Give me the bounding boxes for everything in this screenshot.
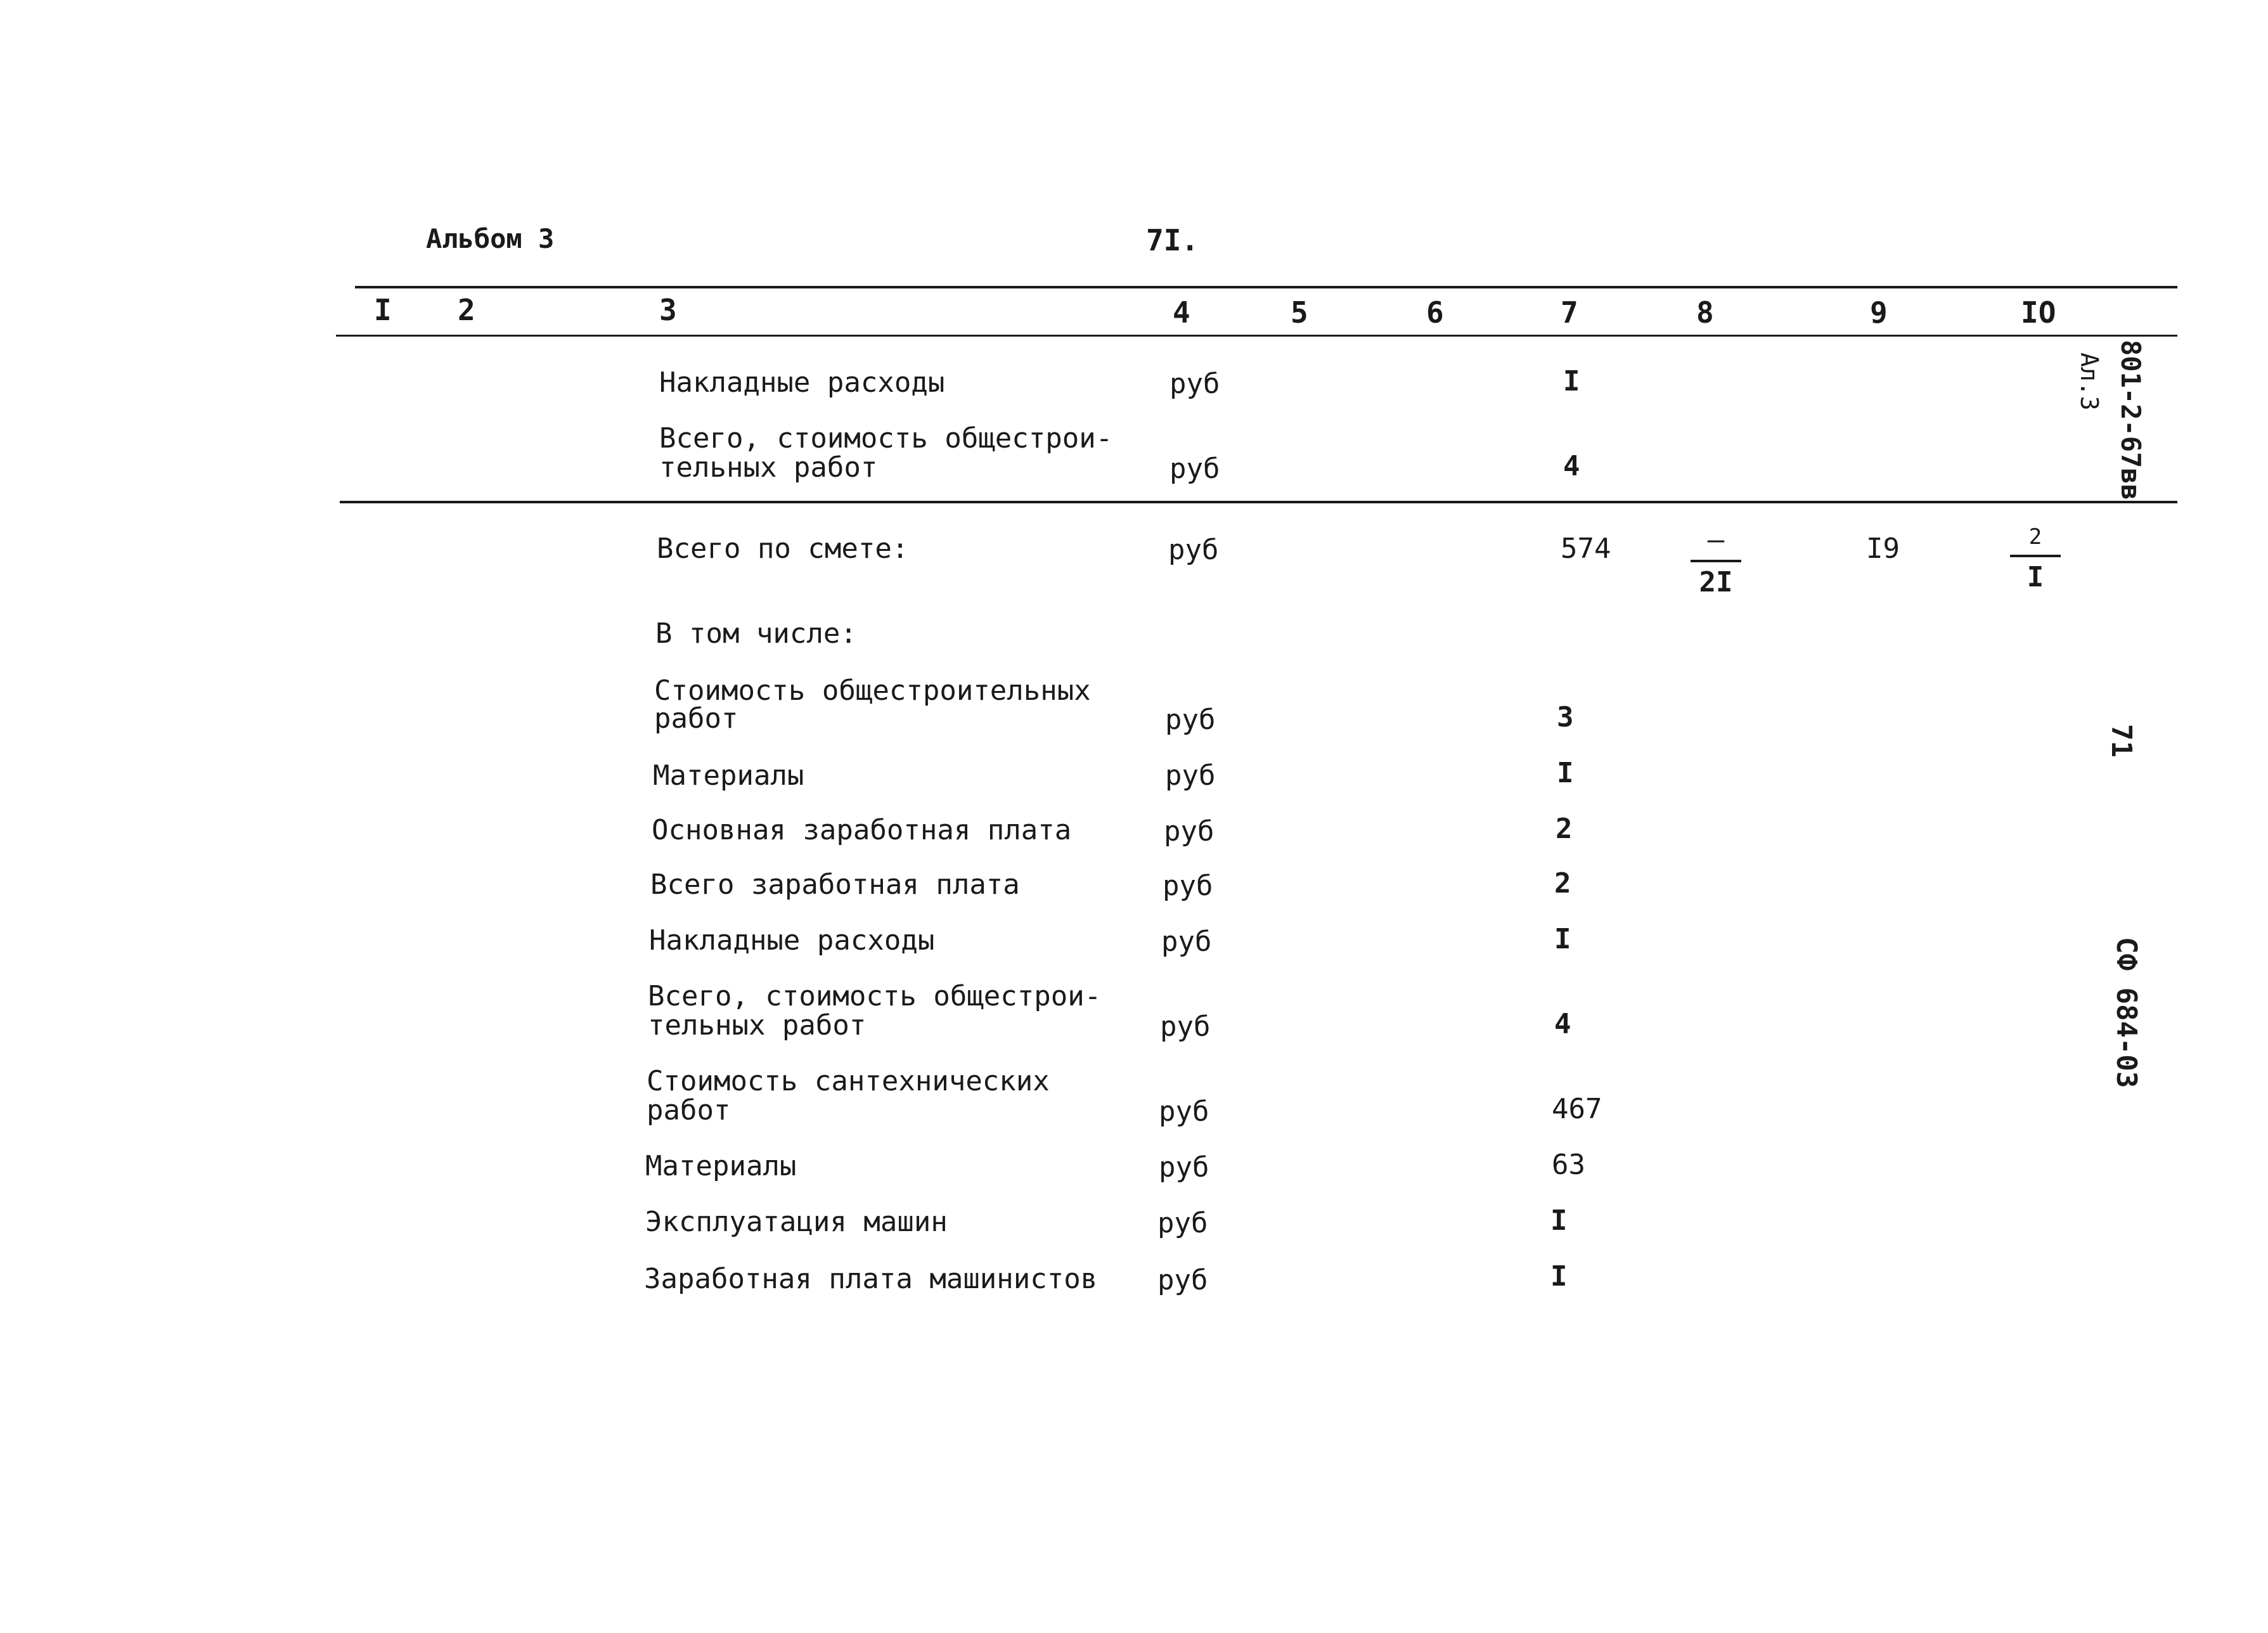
column-number: 7 <box>1561 295 1578 330</box>
column-number: 3 <box>659 293 677 327</box>
row-name: Материалы <box>645 1150 797 1182</box>
stamp-project-number: 801-2-67вв <box>2115 340 2146 500</box>
row-value: I <box>1557 757 1574 789</box>
column-number: IO <box>2021 295 2056 330</box>
row-name: Накладные расходы <box>649 924 935 957</box>
fraction-numerator: – <box>1707 524 1725 556</box>
column-number: 8 <box>1696 295 1714 330</box>
row-value: 3 <box>1557 701 1574 733</box>
row-value: I <box>1550 1204 1568 1237</box>
column-number: 4 <box>1173 295 1190 330</box>
column-number: 5 <box>1291 295 1308 330</box>
row-value: 2 <box>1556 813 1573 845</box>
row-unit: руб <box>1169 368 1220 400</box>
row-name: Эксплуатация машин <box>645 1206 948 1238</box>
row-unit: руб <box>1159 1151 1209 1184</box>
row-unit: руб <box>1160 1010 1211 1043</box>
column-number: 9 <box>1870 295 1888 330</box>
row-unit: руб <box>1159 1095 1209 1128</box>
row-unit: руб <box>1163 870 1213 902</box>
stamp-code: СФ 684-03 <box>2110 937 2142 1088</box>
row-name: Стоимость общестроительных <box>654 674 1091 707</box>
top-rule <box>355 286 2177 288</box>
row-name-continued: работ <box>647 1094 731 1126</box>
row-name: Всего заработная плата <box>650 868 1020 901</box>
row-unit: руб <box>1157 1207 1208 1239</box>
row-name: Всего, стоимость общестрои- <box>648 980 1102 1012</box>
row-unit: руб <box>1165 759 1216 792</box>
row-value: I <box>1550 1260 1568 1293</box>
row-unit: руб <box>1169 453 1220 485</box>
row-value: I <box>1563 365 1580 397</box>
row-value: I <box>1554 923 1571 955</box>
row-value: 4 <box>1563 450 1580 482</box>
fraction-denominator: I <box>2026 561 2044 593</box>
stamp-page: 71 <box>2105 724 2137 758</box>
row-name: Всего, стоимость общестрои- <box>659 422 1113 455</box>
row-unit: руб <box>1165 704 1216 736</box>
total-label: Всего по смете: <box>657 532 909 565</box>
column-number: 2 <box>458 293 475 327</box>
row-unit: руб <box>1157 1264 1208 1296</box>
row-name: Заработная плата машинистов <box>644 1263 1098 1295</box>
album-label: Альбом 3 <box>426 223 555 254</box>
total-unit: руб <box>1168 534 1219 566</box>
row-name: Стоимость сантехнических <box>647 1065 1050 1097</box>
column-number: 6 <box>1426 295 1444 330</box>
column-number: I <box>374 293 392 327</box>
total-col9: I9 <box>1866 532 1900 565</box>
row-unit: руб <box>1161 926 1212 958</box>
row-name-continued: работ <box>654 702 738 735</box>
including-label: В том числе: <box>655 617 857 650</box>
fraction-numerator: 2 <box>2028 524 2042 550</box>
row-value: 63 <box>1552 1149 1585 1181</box>
stamp-album-ref: Ал.3 <box>2075 352 2103 411</box>
row-unit: руб <box>1164 815 1215 848</box>
total-value: 574 <box>1561 532 1611 565</box>
section-rule <box>340 501 2177 503</box>
page-number: 7I. <box>1146 223 1199 257</box>
row-name: Основная заработная плата <box>652 814 1072 846</box>
row-name-continued: тельных работ <box>659 451 878 484</box>
total-col8-fraction <box>1687 524 1744 598</box>
row-name: Накладные расходы <box>659 366 945 399</box>
fraction-denominator: 2I <box>1699 566 1733 598</box>
row-name-continued: тельных работ <box>648 1009 867 1042</box>
row-name: Материалы <box>653 759 804 792</box>
row-value: 4 <box>1554 1008 1571 1040</box>
row-value: 467 <box>1552 1093 1602 1125</box>
header-rule <box>336 335 2177 337</box>
total-col10-fraction <box>2007 519 2064 593</box>
row-value: 2 <box>1554 867 1571 900</box>
